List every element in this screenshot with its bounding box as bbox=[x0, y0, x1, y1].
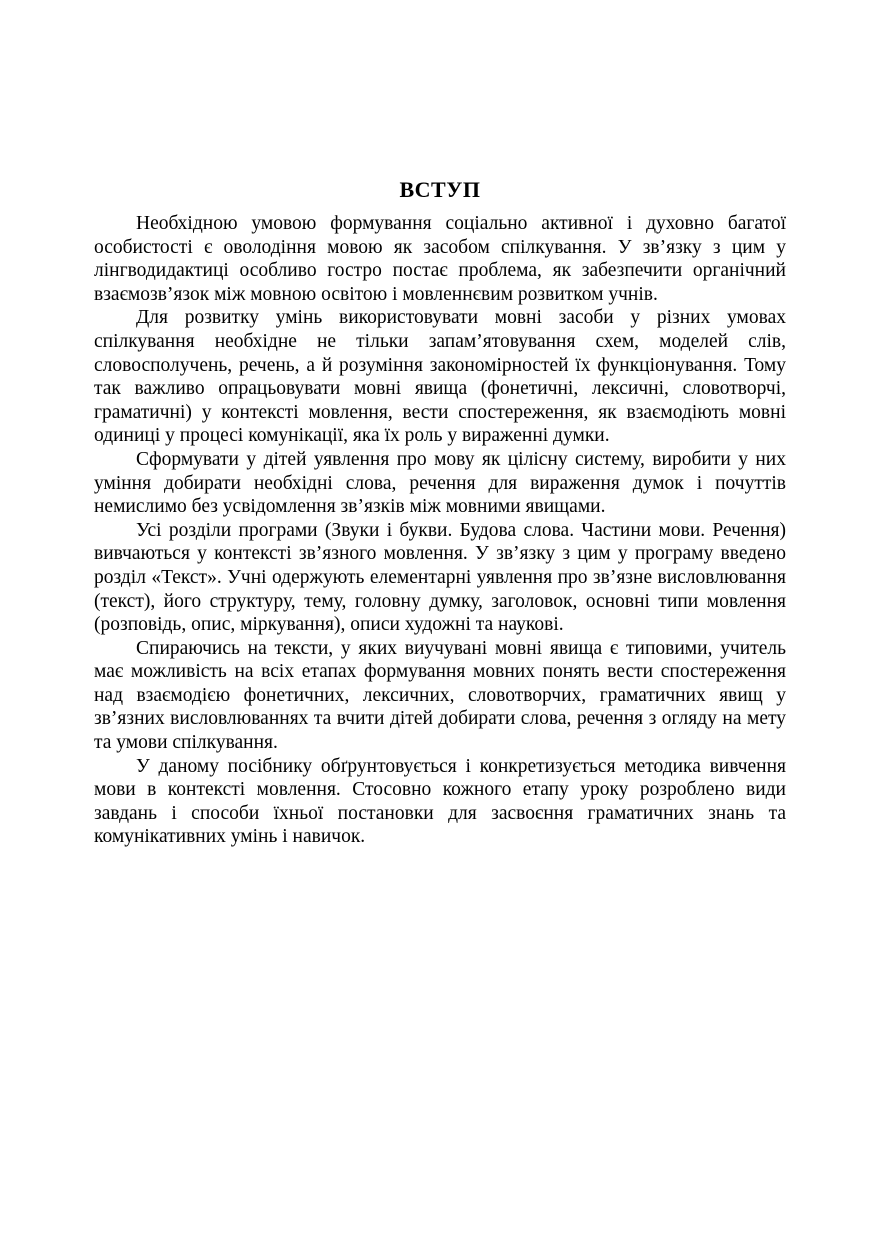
paragraph-6: У даному посібнику обґрунтовується і конкретизується методика вивчення мови в контексті мовлення. Стосовно кожного етапу уроку розроблено види завдань і способи їхньої постановки для засвоєння граматичних знань та комунікативних умінь і навичок. bbox=[94, 755, 786, 848]
paragraph-5: Спираючись на тексти, у яких виучувані мовні явища є типовими, учитель має можливість на всіх етапах формування мовних понять вести спостереження над взаємодією фонетичних, лексичних, словотворчих, граматичних явищ у зв’язних висловлюваннях та вчити дітей добирати слова, речення з огляду на мету та умови спілкування. bbox=[94, 637, 786, 754]
document-body bbox=[94, 176, 786, 849]
paragraph-1: Необхідною умовою формування соціально активної і духовно багатої особистості є оволодіння мовою як засобом спілкування. У зв’язку з цим у лінгводидактиці особливо гостро постає проблема, як забезпечити органічний взаємозв’язок між мовною освітою і мовленнєвим розвитком учнів. bbox=[94, 213, 786, 305]
paragraph-3: Сформувати у дітей уявлення про мову як цілісну систему, виробити у них уміння добирати необхідні слова, речення для вираження думок і почуттів немислимо без усвідомлення зв’язків між мовними явищами. bbox=[94, 448, 786, 518]
paragraph-2: Для розвитку умінь використовувати мовні засоби у різних умовах спілкування необхідне не тільки запам’ятовування схем, моделей слів, словосполучень, речень, а й розуміння закономірностей їх функціонування. Тому так важливо опрацьовувати мовні явища (фонетичні, лексичні, словотворчі, граматичні) у контексті мовлення, вести спостереження, як взаємодіють мовні одиниці у процесі комунікації, яка їх роль у вираженні думки. bbox=[94, 307, 786, 447]
paragraph-4: Усі розділи програми (Звуки і букви. Будова слова. Частини мови. Речення) вивчаються у контексті зв’язного мовлення. У зв’язку з цим у програму введено розділ «Текст». Учні одержують елементарні уявлення про зв’язне висловлювання (текст), його структуру, тему, головну думку, заголовок, основні типи мовлення (розповідь, опис, міркування), описи художні та наукові. bbox=[94, 519, 786, 636]
page-title: ВСТУП bbox=[399, 177, 481, 202]
